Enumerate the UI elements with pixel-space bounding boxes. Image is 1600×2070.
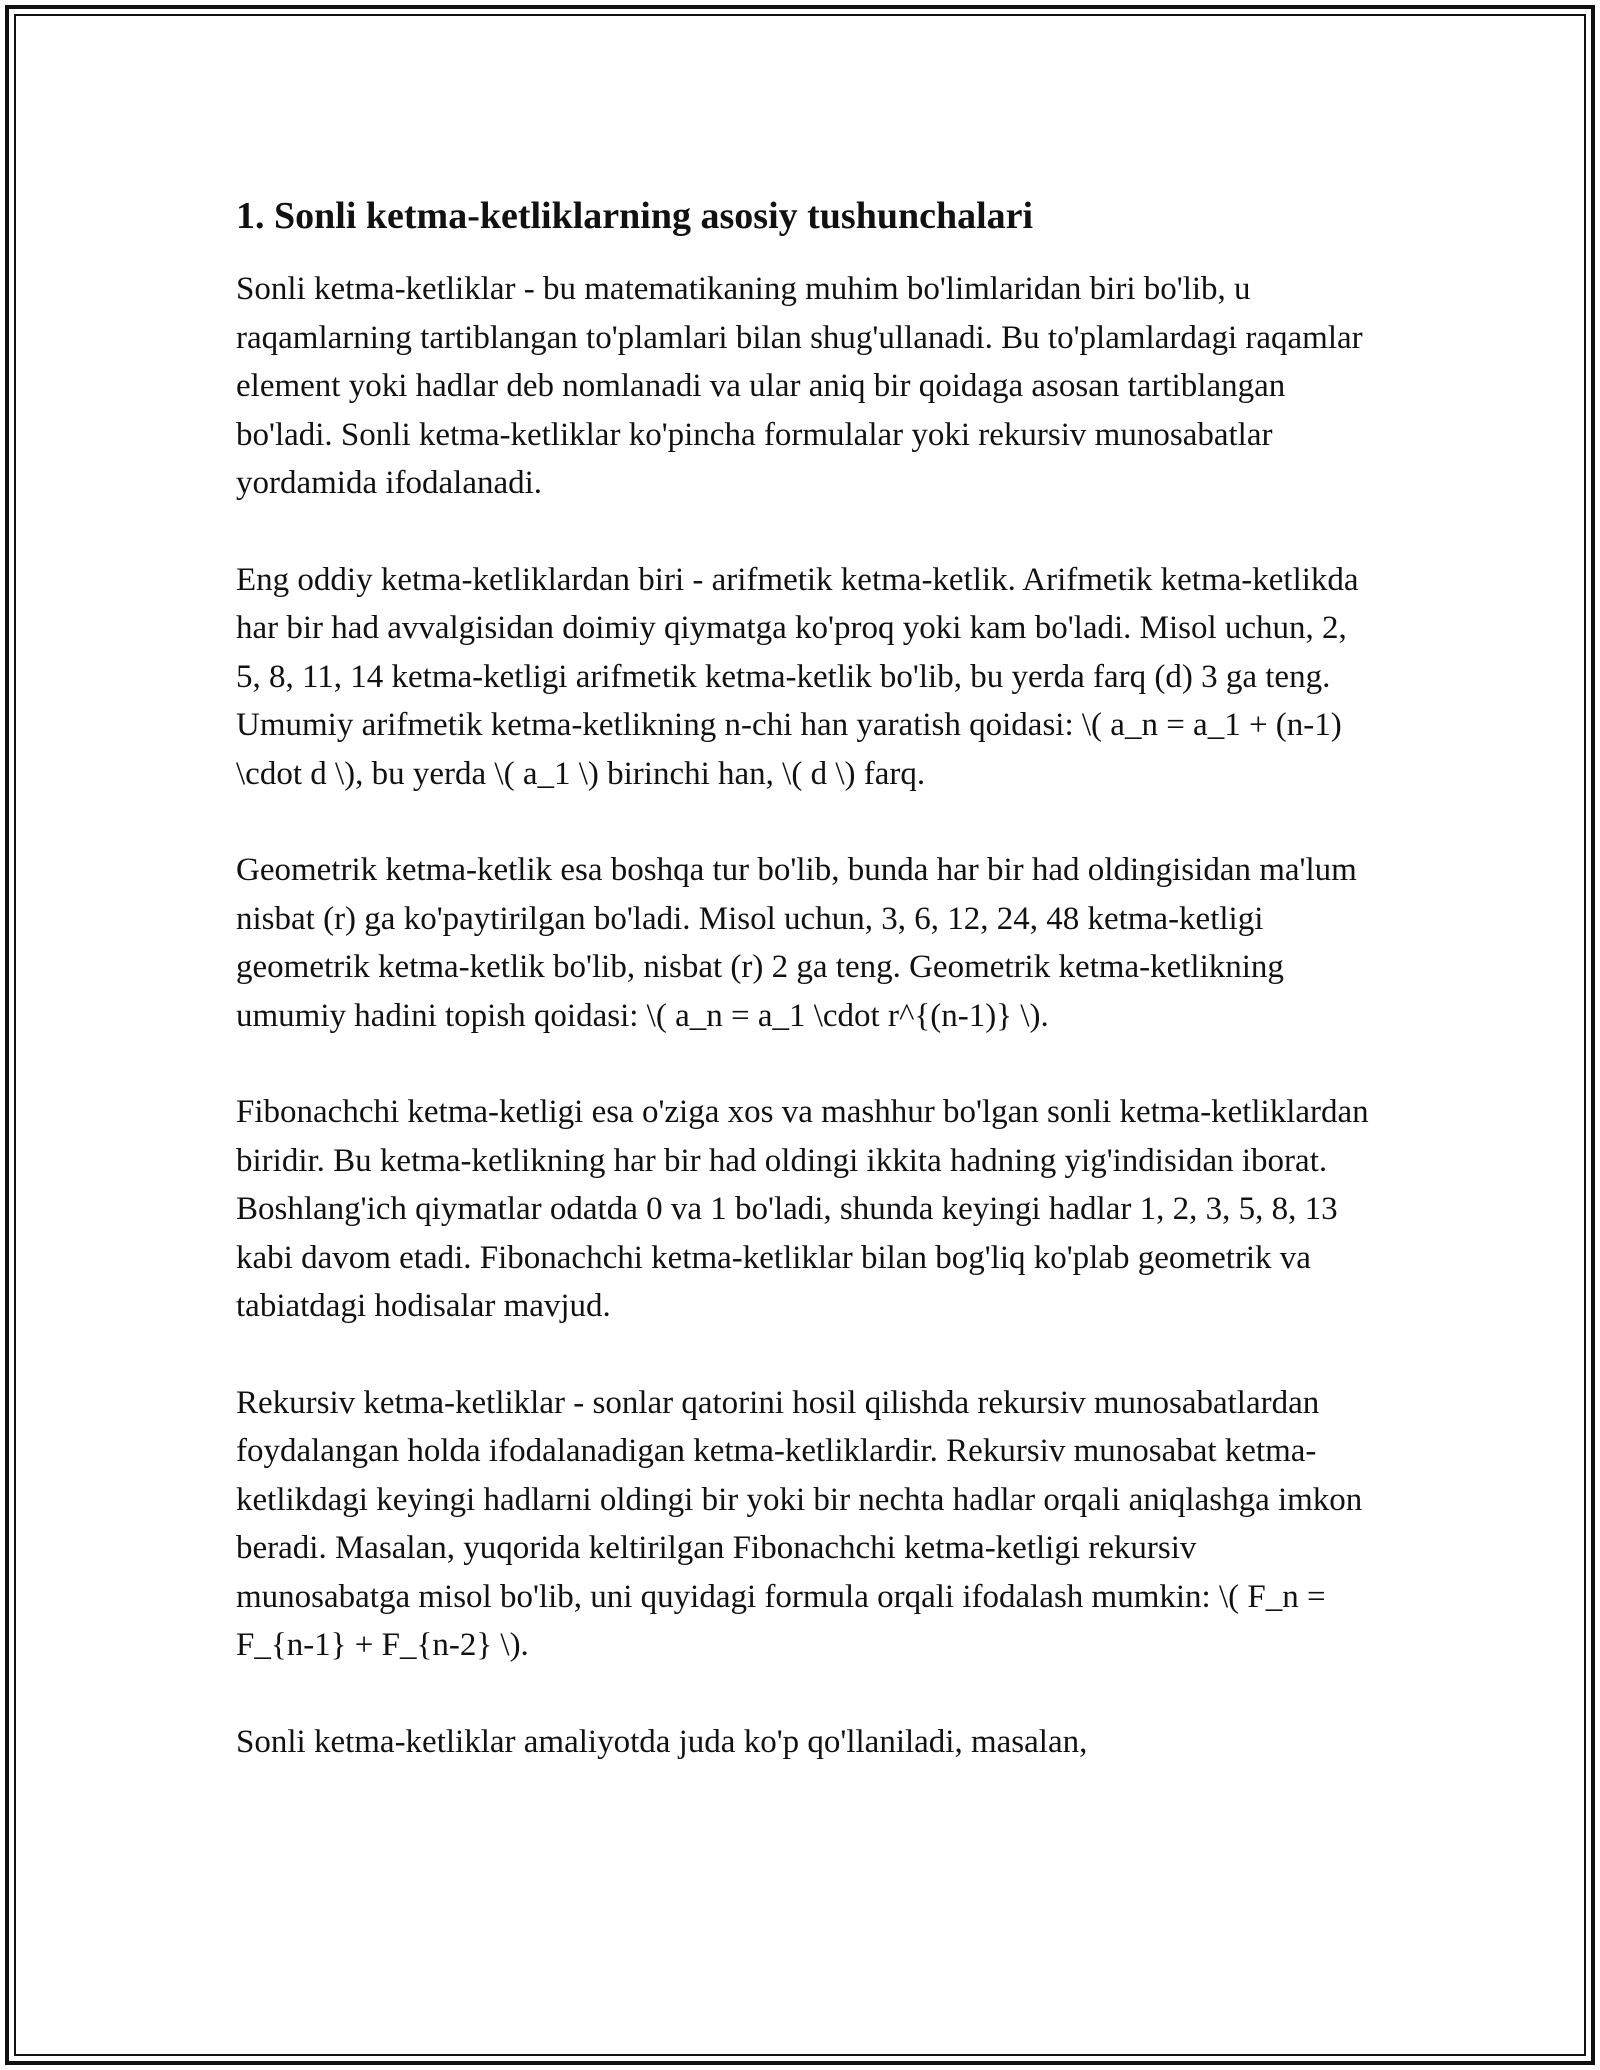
document-body — [236, 187, 1376, 1814]
section-heading: 1. Sonli ketma-ketliklarning asosiy tushunchalari — [236, 195, 1034, 237]
paragraph-applications: Sonli ketma-ketliklar amaliyotda juda ko'p qo'llaniladi, masalan, — [236, 1723, 1088, 1760]
paragraph-intro: Sonli ketma-ketliklar - bu matematikaning muhim bo'limlaridan biri bo'lib, u raqamlarning tartiblangan to'plamlari bilan shug'ullanadi. Bu to'plamlardagi raqamlar element yoki hadlar deb nomlanadi va ular aniq bir qoidaga asosan tartiblangan bo'ladi. Sonli ketma-ketliklar ko'pincha formulalar yoki rekursiv munosabatlar yordamida ifodalanadi. — [236, 271, 1363, 501]
paragraph-geometric: Geometrik ketma-ketlik esa boshqa tur bo'lib, bunda har bir had oldingisidan ma'lum nisbat (r) ga ko'paytirilgan bo'ladi. Misol uchun, 3, 6, 12, 24, 48 ketma-ketligi geometrik ketma-ketlik bo'lib, nisbat (r) 2 ga teng. Geometrik ketma-ketlikning umumiy hadini topish qoidasi: \( a_n = a_1 \cdot r^{(n-1)} \). — [236, 852, 1357, 1034]
paragraph-arithmetic: Eng oddiy ketma-ketliklardan biri - arifmetik ketma-ketlik. Arifmetik ketma-ketlikda har bir had avvalgisidan doimiy qiymatga ko'proq yoki kam bo'ladi. Misol uchun, 2, 5, 8, 11, 14 ketma-ketligi arifmetik ketma-ketlik bo'lib, bu yerda farq (d) 3 ga teng. Umumiy arifmetik ketma-ketlikning n-chi han yaratish qoidasi: \( a_n = a_1 + (n-1) \cdot d \), bu yerda \( a_1 \) birinchi han, \( d \) farq. — [236, 561, 1359, 792]
paragraph-recursive: Rekursiv ketma-ketliklar - sonlar qatorini hosil qilishda rekursiv munosabatlardan foydalangan holda ifodalanadigan ketma-ketliklardir. Rekursiv munosabat ketma-ketlikdagi keyingi hadlarni oldingi bir yoki bir nechta hadlar orqali aniqlashga imkon beradi. Masalan, yuqorida keltirilgan Fibonachchi ketma-ketligi rekursiv munosabatga misol bo'lib, uni quyidagi formula orqali ifodalash mumkin: \( F_n = F_{n-1} + F_{n-2} \). — [236, 1384, 1363, 1663]
paragraph-fibonacci: Fibonachchi ketma-ketligi esa o'ziga xos va mashhur bo'lgan sonli ketma-ketliklardan biridir. Bu ketma-ketlikning har bir had oldingi ikkita hadning yig'indisidan iborat. Boshlang'ich qiymatlar odatda 0 va 1 bo'ladi, shunda keyingi hadlar 1, 2, 3, 5, 8, 13 kabi davom etadi. Fibonachchi ketma-ketliklar bilan bog'liq ko'plab geometrik va tabiatdagi hodisalar mavjud. — [236, 1094, 1369, 1324]
